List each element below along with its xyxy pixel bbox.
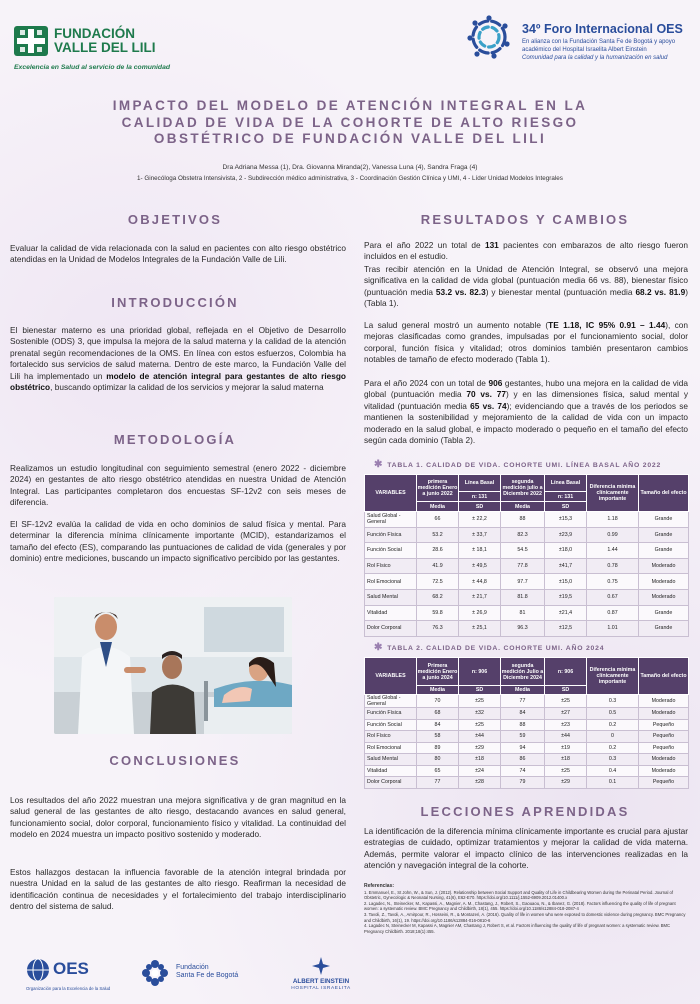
row-label: Función Física bbox=[365, 708, 417, 720]
table-row bbox=[365, 765, 689, 777]
einstein-line2: HOSPITAL ISRAELITA bbox=[291, 986, 351, 991]
table-cell: 0.3 bbox=[587, 695, 639, 708]
table-cell: Pequeño bbox=[639, 731, 689, 743]
table-cell: 28.6 bbox=[417, 543, 459, 559]
table-cell: 97.7 bbox=[501, 574, 545, 590]
res-p1a: Para el año 2022 un total de bbox=[364, 240, 485, 250]
table1-caption bbox=[374, 459, 661, 470]
intro-text-a: El bienestar materno es una prioridad global, reflejada en el Objetivo de Desarrollo Sostenible (ODS) 3, que impulsa la mejora de la salud materna y la calidad de la atención prenatal según recomendaciones de la OMS. En línea con estos esfuerzos, Colombia ha fortalecido sus servicios de salud materna. Dentro de este marco, la Fundación Valle del Lili ha implementado un bbox=[10, 325, 346, 381]
table-row bbox=[365, 574, 689, 590]
resultados-p3 bbox=[364, 320, 688, 366]
t1-head-n1: n: 131 bbox=[459, 492, 501, 502]
table-row bbox=[365, 708, 689, 720]
table-cell: Grande bbox=[639, 543, 689, 559]
table-cell: 81.8 bbox=[501, 589, 545, 605]
table-cell: Moderado bbox=[639, 589, 689, 605]
table-cell: Moderado bbox=[639, 765, 689, 777]
t1-head-variables: VARIABLES bbox=[365, 475, 417, 512]
t1-head-sd2: SD bbox=[545, 502, 587, 512]
objetivos-text: Evaluar la calidad de vida relacionada con la salud en pacientes con alto riesgo obstétrico atendidas en la Unidad de Modelos Integrales de la Fundación Valle de Lili. bbox=[10, 243, 346, 265]
t1-head-media1: Media bbox=[417, 502, 459, 512]
lecciones-text: La identificación de la diferencia mínima clínicamente importante es crucial para ajustar estrategias de cuidado, optimizar tratamientos y mejorar la calidad de vida materna. Además, permite valorar el impacto clínico de las intervenciones realizadas en la atención y navegación integral de la cohorte. bbox=[364, 826, 688, 871]
row-label: Dolor Corporal bbox=[365, 777, 417, 789]
table-cell: 81 bbox=[501, 605, 545, 621]
introduccion-text bbox=[10, 325, 346, 393]
row-label: Salud Mental bbox=[365, 589, 417, 605]
metodologia-p1: Realizamos un estudio longitudinal con seguimiento semestral (enero 2022 - diciembre 2024) en gestantes de alto riesgo obstétrico atendidas en nuestra Unidad de Atención Integral. Las participantes completaron dos encuestas SF-12v2 con seis meses de diferencia. bbox=[10, 463, 346, 508]
t1-head-media2: Media bbox=[501, 502, 545, 512]
reference-item: 1. Emmanuel, E., St John, W., & Sun, J. (2012). Relationship between Social Support and Quality of Life in Childbearing Women during the Perinatal Period. Journal of Obstetric, Gynecologic & Neonatal Nursing, 41(6), E62-E70. https://doi.org/10.1111/j.1552-6909.2012.01400.x bbox=[364, 889, 674, 901]
fvl-line1: FUNDACIÓN bbox=[54, 26, 135, 41]
doctor-patient-illustration bbox=[54, 597, 292, 734]
metodologia-p2: El SF-12v2 evalúa la calidad de vida en ocho dominios de salud física y mental. Para determinar la diferencia mínima clínicamente importante (MCID), estandarizamos el tamaño del efecto (ES), comparando las puntuaciones de calidad de vida (generales y por dominio) entre mediciones, buscando un impacto significativo percibido por las gestantes. bbox=[10, 519, 346, 564]
table-row bbox=[365, 731, 689, 743]
table-cell: 96.3 bbox=[501, 621, 545, 637]
res-p4f: 65 vs. 74 bbox=[470, 400, 507, 411]
table-cell: Grande bbox=[639, 621, 689, 637]
t1-head-m1: primera medición Enero a junio 2022 bbox=[417, 475, 459, 502]
res-p4c: gestantes, hubo una mejora en la calidad de vida global (puntuación media bbox=[364, 378, 688, 400]
res-p3b: TE 1.18, IC 95% 0.91 – 1.44 bbox=[548, 320, 666, 330]
table-cell: 0.4 bbox=[587, 765, 639, 777]
t2-head-media1: Media bbox=[417, 686, 459, 695]
conclusiones-p1: Los resultados del año 2022 muestran una mejora significativa y de gran magnitud en la salud general de las gestantes de alto riesgo, destacando avances en salud general, funcionamiento social, dolor corporal, funcionamiento físico y vitalidad. La continuidad del modelo en 2024 muestra un impacto positivo sostenido y moderado. bbox=[10, 795, 346, 840]
table-cell: 1.18 bbox=[587, 512, 639, 528]
table-cell: 0.99 bbox=[587, 527, 639, 543]
resultados-p2 bbox=[364, 264, 688, 310]
table-cell: 0.1 bbox=[587, 777, 639, 789]
asterisk-icon: ✱ bbox=[374, 459, 384, 470]
lecciones-heading: LECCIONES APRENDIDAS bbox=[420, 804, 630, 819]
table-cell: Pequeño bbox=[639, 777, 689, 789]
t1-head-sd1: SD bbox=[459, 502, 501, 512]
resultados-p4 bbox=[364, 378, 688, 446]
t1-head-effect: Tamaño del efecto bbox=[639, 475, 689, 512]
t1-head-lb1: Línea Basal bbox=[459, 475, 501, 492]
clinical-scene-photo bbox=[54, 597, 292, 734]
introduccion-heading: INTRODUCCIÓN bbox=[111, 295, 239, 310]
t2-head-media2: Media bbox=[501, 686, 545, 695]
t2-head-n1: n: 906 bbox=[459, 658, 501, 686]
table-cell: ± 21,7 bbox=[459, 589, 501, 605]
row-label: Función Social bbox=[365, 719, 417, 731]
res-p2e: ) (Tabla 1). bbox=[364, 286, 688, 309]
table-cell: 80 bbox=[417, 754, 459, 766]
res-p2b: 53.2 vs. 82.3 bbox=[435, 286, 486, 297]
fvl-tagline: Excelencia en Salud al servicio de la comunidad bbox=[14, 64, 171, 71]
table-cell: 58 bbox=[417, 731, 459, 743]
table-row bbox=[365, 621, 689, 637]
table-cell: ± 18,1 bbox=[459, 543, 501, 559]
table-cell: 0.2 bbox=[587, 742, 639, 754]
t2-head-sd2: SD bbox=[545, 686, 587, 695]
table-cell: ±25 bbox=[545, 695, 587, 708]
table-cell: ±24 bbox=[459, 765, 501, 777]
table-cell: 68.2 bbox=[417, 589, 459, 605]
table-cell: ±18 bbox=[459, 754, 501, 766]
einstein-footer-logo bbox=[276, 956, 366, 1000]
table-cell: ±44 bbox=[545, 731, 587, 743]
table-cell: 86 bbox=[501, 754, 545, 766]
row-label: Salud Mental bbox=[365, 754, 417, 766]
table-cell: 74 bbox=[501, 765, 545, 777]
oes-globe-icon bbox=[26, 958, 50, 982]
table-cell: Moderado bbox=[639, 695, 689, 708]
t2-head-effect: Tamaño del efecto bbox=[639, 658, 689, 695]
t1-head-mcid: Diferencia mínima clínicamente importante bbox=[587, 475, 639, 512]
table-cell: 70 bbox=[417, 695, 459, 708]
table-cell: 0 bbox=[587, 731, 639, 743]
t2-head-m2: segunda medición Julio a Diciembre 2024 bbox=[501, 658, 545, 686]
table-cell: Moderado bbox=[639, 574, 689, 590]
res-p3c: ), con mejoras clasificadas como grandes, impulsadas por el funcionamiento social, dolor corporal, función física y vitalidad; otros dominios también presentaron cambios notables de tamaño de efecto moderado (Tabla 1). bbox=[364, 320, 688, 365]
t2-head-variables: VARIABLES bbox=[365, 658, 417, 695]
fsfb-line2: Santa Fe de Bogotá bbox=[176, 972, 239, 979]
oes-footer-logo bbox=[26, 958, 111, 998]
row-label: Función Física bbox=[365, 527, 417, 543]
table-cell: 0.78 bbox=[587, 558, 639, 574]
table-cell: ± 33,7 bbox=[459, 527, 501, 543]
table-cell: ±28 bbox=[459, 777, 501, 789]
table-cell: ±23 bbox=[545, 719, 587, 731]
table-cell: ±19 bbox=[545, 742, 587, 754]
table-cell: 77 bbox=[501, 695, 545, 708]
fvl-line2: VALLE DEL LILI bbox=[54, 40, 156, 55]
title-line-1: IMPACTO DEL MODELO DE ATENCIÓN INTEGRAL EN LA bbox=[112, 98, 588, 113]
table1 bbox=[364, 474, 689, 637]
table-cell: ± 22,2 bbox=[459, 512, 501, 528]
table-cell: ±21,4 bbox=[545, 605, 587, 621]
reference-item: 4. Lagadec N, Steinecker M, Kapassi A, Magnier AM, Chastang J, Robert S, et al. Factors influencing the quality of life of pregnant women: a systematic review. BMC Pregnancy Childbirth. 2018;18(1):455. bbox=[364, 923, 671, 934]
poster-title bbox=[40, 98, 660, 148]
res-p4e: ) y en las dimensiones física, salud mental y vitalidad (puntuación media bbox=[364, 389, 688, 411]
authors: Dra Adriana Messa (1), Dra. Giovanna Miranda(2), Vanessa Luna (4), Sandra Fraga (4) bbox=[222, 164, 478, 171]
einstein-line1: ALBERT EINSTEIN bbox=[292, 978, 350, 985]
t1-head-m2: segunda medición julio a Diciembre 2022 bbox=[501, 475, 545, 502]
table1-caption-text: TABLA 1. CALIDAD DE VIDA. COHORTE UMI. LÍNEA BASAL AÑO 2022 bbox=[387, 462, 662, 469]
table-cell: 0.2 bbox=[587, 719, 639, 731]
objetivos-heading: OBJETIVOS bbox=[127, 212, 223, 227]
resultados-heading: RESULTADOS Y CAMBIOS bbox=[420, 212, 630, 227]
row-label: Rol Físico bbox=[365, 558, 417, 574]
fvl-cross-icon bbox=[14, 26, 48, 56]
table-cell: ±15,0 bbox=[545, 574, 587, 590]
affiliations: 1- Ginecóloga Obstetra Intensivista, 2 - Subdirección médico administrativa, 3 - Coordinación Gestión Clínica y UMI, 4 - Líder Unidad Modelos Integrales bbox=[137, 175, 563, 182]
row-label: Salud Global - General bbox=[365, 512, 417, 528]
table-cell: ±18,0 bbox=[545, 543, 587, 559]
table-cell: ±29 bbox=[545, 777, 587, 789]
foro-title: 34º Foro Internacional OES bbox=[522, 22, 683, 36]
table-cell: ±18 bbox=[545, 754, 587, 766]
table-cell: 79 bbox=[501, 777, 545, 789]
table-cell: 0.75 bbox=[587, 574, 639, 590]
row-label: Función Social bbox=[365, 543, 417, 559]
row-label: Dolor Corporal bbox=[365, 621, 417, 637]
table-cell: 59 bbox=[501, 731, 545, 743]
table-cell: ±29 bbox=[459, 742, 501, 754]
table-cell: ±23,9 bbox=[545, 527, 587, 543]
table-cell: ±41,7 bbox=[545, 558, 587, 574]
conclusiones-p2: Estos hallazgos destacan la influencia favorable de la atención integral brindada por nuestra Unidad en la salud de las gestantes de alto riesgo. Reafirman la necesidad de identificación continua de necesidades y el fortalecimiento del trabajo interdisciplinario dentro del sistema de salud. bbox=[10, 867, 346, 912]
row-label: Rol Físico bbox=[365, 731, 417, 743]
table-row bbox=[365, 543, 689, 559]
table-cell: 77.8 bbox=[501, 558, 545, 574]
table2 bbox=[364, 657, 689, 789]
table-cell: ±32 bbox=[459, 708, 501, 720]
res-p3a: La salud general mostró un aumento notable ( bbox=[364, 320, 549, 330]
intro-text-b: , buscando optimizar la calidad de los servicios y mejorar la salud materna bbox=[50, 382, 324, 393]
table-cell: Grande bbox=[639, 605, 689, 621]
t1-head-lb2: Línea Basal bbox=[545, 475, 587, 492]
table-cell: 84 bbox=[501, 708, 545, 720]
t2-head-sd1: SD bbox=[459, 686, 501, 695]
reference-item: 3. Tavoli, Z., Tavoli, A., Amirpour, R., Hosseini, R., & Montazeri, A. (2016). Quality of life in women who were exposed to domestic violence during pregnancy. BMC Pregnancy and Childbirth, 16(1), 19. https://doi.org/10.1186/s12884-016-0810-6 bbox=[364, 911, 686, 923]
res-p4g: ); evidenciando que a través de los periodos se mantienen la sostenibilidad y mejoramiento de la calidad de vida con un impacto moderado en la salud global, e impacto moderado o pequeño en el tamaño del efecto según cada dominio (Tabla 2). bbox=[364, 400, 688, 446]
conclusiones-heading: CONCLUSIONES bbox=[109, 753, 241, 768]
table-cell: ± 49,5 bbox=[459, 558, 501, 574]
fsfb-line1: Fundación bbox=[176, 964, 209, 971]
table-row bbox=[365, 695, 689, 708]
row-label: Vitalidad bbox=[365, 765, 417, 777]
table-row bbox=[365, 742, 689, 754]
res-p2d: 68.2 vs. 81.9 bbox=[635, 286, 686, 297]
foro-tagline: Comunidad para la calidad y la humanización en salud bbox=[522, 55, 668, 61]
table-cell: 53.2 bbox=[417, 527, 459, 543]
table-cell: 65 bbox=[417, 765, 459, 777]
res-p4d: 70 vs. 77 bbox=[466, 389, 506, 400]
t2-head-n2: n: 906 bbox=[545, 658, 587, 686]
asterisk-icon: ✱ bbox=[374, 642, 384, 653]
table-cell: ± 26,9 bbox=[459, 605, 501, 621]
foro-subtitle: En alianza con la Fundación Santa Fe de Bogotá y apoyo académico del Hospital Israelita Albert Einstein bbox=[522, 39, 676, 53]
table-row bbox=[365, 777, 689, 789]
foro-oes-logo bbox=[466, 14, 692, 74]
table-cell: 94 bbox=[501, 742, 545, 754]
resultados-p1 bbox=[364, 240, 688, 263]
intro-text-bold: modelo de atención integral para gestantes de alto riesgo obstétrico bbox=[10, 370, 346, 393]
table-cell: ±15,3 bbox=[545, 512, 587, 528]
table-cell: ±25 bbox=[545, 765, 587, 777]
table-cell: ± 25,1 bbox=[459, 621, 501, 637]
table-cell: 1.01 bbox=[587, 621, 639, 637]
table-cell: Moderado bbox=[639, 558, 689, 574]
table-row bbox=[365, 754, 689, 766]
table-row bbox=[365, 589, 689, 605]
references bbox=[364, 883, 688, 934]
table-row bbox=[365, 512, 689, 528]
table-cell: ±27 bbox=[545, 708, 587, 720]
table-cell: 72.5 bbox=[417, 574, 459, 590]
table-cell: 84 bbox=[417, 719, 459, 731]
reference-item: 2. Lagadec, N., Steinecker, M., Kapassi, A., Magnier, A. M., Chastang, J., Robert, S., Gaouaou, N., & Ibanez, G. (2018). Factors influencing the quality of life of pregnant women: a systematic review. BMC Pregnancy and Childbirth, 18(1), 455. https://doi.org/10.1186/s12884-018-2087-4 bbox=[364, 900, 676, 912]
people-ring-icon bbox=[466, 14, 512, 60]
table-cell: 88 bbox=[501, 719, 545, 731]
row-label: Rol Emocional bbox=[365, 574, 417, 590]
table2-caption-text: TABLA 2. CALIDAD DE VIDA. COHORTE UMI. AÑO 2024 bbox=[387, 645, 605, 652]
table-row bbox=[365, 527, 689, 543]
row-label: Rol Emocional bbox=[365, 742, 417, 754]
res-p4a: Para el año 2024 con un total de bbox=[364, 378, 489, 388]
res-p1b: 131 bbox=[484, 240, 499, 250]
table-cell: Grande bbox=[639, 512, 689, 528]
table-cell: Moderado bbox=[639, 754, 689, 766]
table-cell: 82.3 bbox=[501, 527, 545, 543]
table-cell: ±44 bbox=[459, 731, 501, 743]
table-cell: ±19,5 bbox=[545, 589, 587, 605]
table-cell: 66 bbox=[417, 512, 459, 528]
title-line-3: OBSTÉTRICO DE FUNDACIÓN VALLE DEL LILI bbox=[153, 131, 547, 146]
fsfb-footer-logo bbox=[140, 958, 260, 998]
t1-head-n2: n: 131 bbox=[545, 492, 587, 502]
row-label: Vitalidad bbox=[365, 605, 417, 621]
t2-head-m1: Primera medición Enero a junio 2024 bbox=[417, 658, 459, 686]
title-line-2: CALIDAD DE VIDA DE LA COHORTE DE ALTO RIESGO bbox=[121, 114, 579, 130]
table-cell: ±25 bbox=[459, 719, 501, 731]
table-cell: 0.87 bbox=[587, 605, 639, 621]
table-cell: Pequeño bbox=[639, 742, 689, 754]
res-p2c: ) y bienestar mental (puntuación media bbox=[485, 286, 636, 297]
table2-caption bbox=[374, 642, 604, 653]
table-cell: 0.3 bbox=[587, 754, 639, 766]
table-row bbox=[365, 558, 689, 574]
table-cell: 0.67 bbox=[587, 589, 639, 605]
t2-head-mcid: Diferencia mínima clínicamente importante bbox=[587, 658, 639, 695]
table-cell: 1.44 bbox=[587, 543, 639, 559]
table-cell: 54.5 bbox=[501, 543, 545, 559]
table-cell: ±25 bbox=[459, 695, 501, 708]
res-p2a: Tras recibir atención en la Unidad de Atención Integral, se observó una mejora significativa en la calidad de vida global (puntuación media 66 vs. 88), bienestar físico (puntuación media bbox=[364, 264, 688, 297]
res-p4b: 906 bbox=[488, 378, 503, 388]
table-cell: 88 bbox=[501, 512, 545, 528]
table-cell: 76.3 bbox=[417, 621, 459, 637]
table-cell: Moderado bbox=[639, 708, 689, 720]
oes-footer-tagline: Organización para la Excelencia de la Salud bbox=[26, 986, 111, 991]
table-cell: ± 44,8 bbox=[459, 574, 501, 590]
table-cell: 68 bbox=[417, 708, 459, 720]
table-cell: 0.5 bbox=[587, 708, 639, 720]
table-cell: Pequeño bbox=[639, 719, 689, 731]
table-cell: ±12,5 bbox=[545, 621, 587, 637]
references-heading: Referencias: bbox=[364, 883, 395, 889]
metodologia-heading: METODOLOGÍA bbox=[113, 432, 237, 447]
einstein-star-icon bbox=[311, 956, 331, 976]
table-cell: 41.9 bbox=[417, 558, 459, 574]
row-label: Salud Global - General bbox=[365, 695, 417, 708]
oes-footer-name: OES bbox=[53, 959, 89, 978]
res-p1c: pacientes con embarazos de alto riesgo fueron incluidos en el estudio. bbox=[364, 240, 688, 262]
table-row bbox=[365, 719, 689, 731]
fsfb-flower-icon bbox=[140, 958, 170, 988]
table-row bbox=[365, 605, 689, 621]
table-cell: 77 bbox=[417, 777, 459, 789]
table-cell: 59.8 bbox=[417, 605, 459, 621]
table-cell: 89 bbox=[417, 742, 459, 754]
table-cell: Grande bbox=[639, 527, 689, 543]
fundacion-valle-del-lili-logo bbox=[14, 24, 214, 74]
